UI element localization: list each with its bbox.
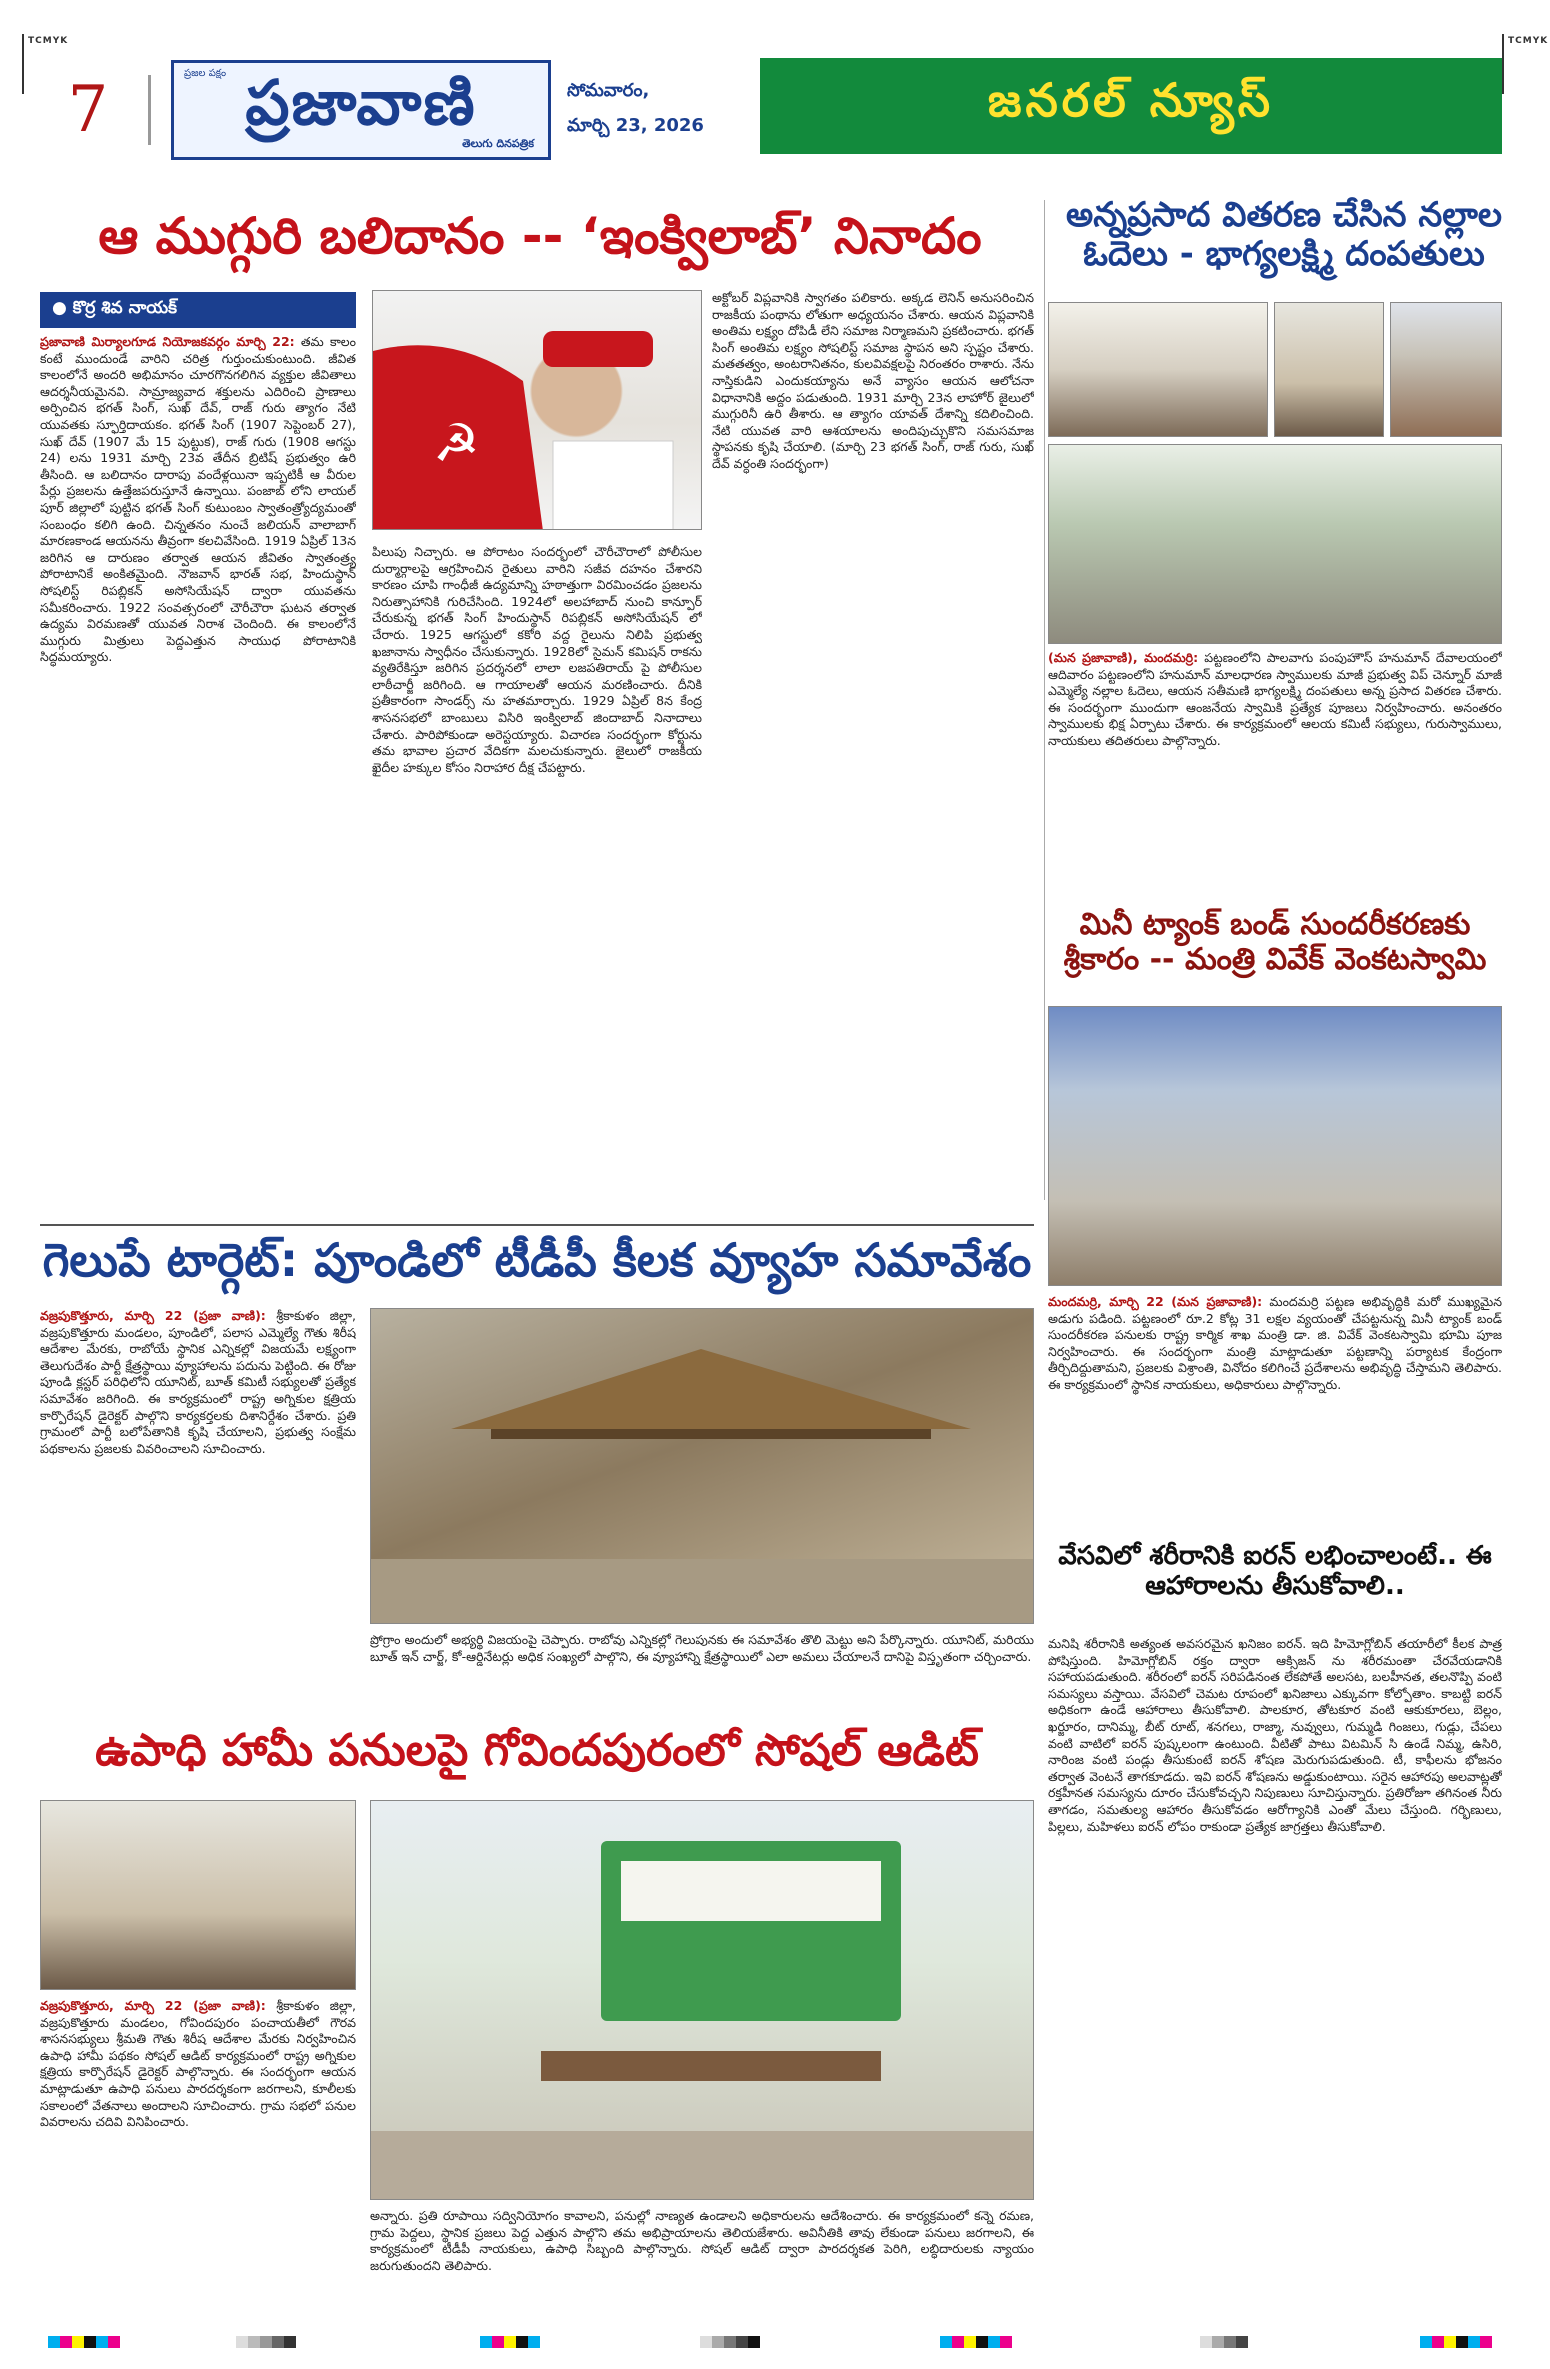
story6-audit-photo bbox=[370, 1800, 1034, 2200]
newspaper-logo bbox=[171, 60, 551, 160]
cmyk-tag-left: TCMYK bbox=[28, 36, 69, 46]
column-rule bbox=[1044, 200, 1045, 1200]
masthead-divider bbox=[148, 75, 151, 145]
story5-meeting-photo bbox=[370, 1308, 1034, 1624]
story1-body-col1 bbox=[40, 334, 356, 1216]
story3-text: మందమర్రి పట్టణ అభివృద్ధికి మరో ముఖ్యమైన అడుగు పడింది. పట్టణంలో రూ.2 కోట్ల 31 లక్షల వ్యయంతో చేపట్టనున్న మినీ ట్యాంక్ బండ్ సుందరీకరణ పనులకు రాష్ట్ర కార్మిక శాఖ మంత్రి డా. జి. వివేక్ వెంకటస్వామి భూమి పూజ నిర్వహించారు. ఈ సందర్భంగా మంత్రి మాట్లాడుతూ పట్టణాన్ని పర్యాటక కేంద్రంగా తీర్చిదిద్దుతామని, ప్రజలకు విశ్రాంతి, వినోదం కలిగించే ప్రదేశాలను అభివృద్ధి చేస్తామని తెలిపారు. ఈ కార్యక్రమంలో స్థానిక నాయకులు, అధికారులు పాల్గొన్నారు. bbox=[1048, 1294, 1502, 1392]
masthead bbox=[48, 58, 748, 162]
logo-tagline: ప్రజల పక్షం bbox=[184, 68, 227, 79]
story4-headline: వేసవిలో శరీరానికి ఐరన్ లభించాలంటే.. ఈ ఆహారాలను తీసుకోవాలి.. bbox=[1058, 1541, 1492, 1601]
cmyk-tag-right: TCMYK bbox=[1508, 36, 1549, 46]
story6-dateline: వజ్రపుకొత్తూరు, మార్చి 22 (ప్రజా వాణి): bbox=[40, 1998, 266, 2013]
gray-bar-3 bbox=[1200, 2336, 1248, 2348]
story5-dateline: వజ్రపుకొత్తూరు, మార్చి 22 (ప్రజా వాణి): bbox=[40, 1308, 266, 1323]
color-bar-2 bbox=[480, 2336, 540, 2348]
hut-shelter-icon bbox=[371, 1309, 1034, 1624]
story2-text: పట్టణంలోని పాలవాగు పంపుహౌస్ హనుమాన్ దేవాలయంలో ఆదివారం పట్టణంలోని హనుమాన్ మాలధారణ స్వాములకు మాజీ ప్రభుత్వ విప్ చెన్నూర్ మాజీ ఎమ్మెల్యే నల్లాల ఓదెలు, ఆయన సతీమణి భాగ్యలక్ష్మి దంపతులు అన్న ప్రసాద వితరణ చేశారు. ఈ సందర్భంగా ముందుగా ఆంజనేయ స్వామికి ప్రత్యేక పూజలు నిర్వహించారు. అనంతరం స్వాములకు భిక్ష ఏర్పాటు చేశారు. ఈ కార్యక్రమంలో ఆలయ కమిటీ సభ్యులు, గురుస్వాములు, నాయకులు తదితరులు పాల్గొన్నారు. bbox=[1048, 650, 1502, 748]
color-bar-3 bbox=[940, 2336, 1012, 2348]
story4-body: మనిషి శరీరానికి అత్యంత అవసరమైన ఖనిజం ఐరన్. ఇది హిమోగ్లోబిన్ తయారీలో కీలక పాత్ర పోషిస్తుంది. హిమోగ్లోబిన్ రక్తం ద్వారా ఆక్సిజన్ ను శరీరమంతా చేరవేయడానికి సహాయపడుతుంది. శరీరంలో ఐరన్ సరిపడినంత లేకపోతే అలసట, బలహీనత, తలనొప్పి వంటి సమస్యలు వస్తాయి. వేసవిలో చెమట రూపంలో ఖనిజాలు ఎక్కువగా కోల్పోతాం. కాబట్టి ఐరన్ అధికంగా ఉండే ఆహారాలు తీసుకోవాలి. పాలకూర, తోటకూర వంటి ఆకుకూరలు, బెల్లం, ఖర్జూరం, దానిమ్మ, బీట్ రూట్, శనగలు, రాజ్మా, నువ్వులు, గుమ్మడి గింజలు, గుడ్లు, చేపలు వంటి వాటిలో ఐరన్ పుష్కలంగా ఉంటుంది. వీటితో పాటు విటమిన్ సి ఉండే నిమ్మ, ఉసిరి, నారింజ వంటి పండ్లు తీసుకుంటే ఐరన్ శోషణ మెరుగుపడుతుంది. టీ, కాఫీలను భోజనం తర్వాత వెంటనే తాగకూడదు. ఇవి ఐరన్ శోషణను అడ్డుకుంటాయి. సరైన ఆహారపు అలవాట్లతో రక్తహీనత సమస్యను దూరం చేసుకోవచ్చని నిపుణులు సూచిస్తున్నారు. ప్రతిరోజూ తగినంత నీరు తాగడం, సమతుల్య ఆహారం తీసుకోవడం ఆరోగ్యానికి ఎంతో మేలు చేస్తుంది. గర్భిణులు, పిల్లలు, మహిళలు ఐరన్ లోపం రాకుండా ప్రత్యేక జాగ్రత్తలు తీసుకోవాలి. bbox=[1048, 1636, 1502, 1834]
story3-photo bbox=[1048, 1006, 1502, 1286]
story3-headline: మినీ ట్యాంక్ బండ్ సుందరీకరణకు శ్రీకారం -- మంత్రి వివేక్ వెంకటస్వామి bbox=[1063, 907, 1487, 977]
story2-photo-3 bbox=[1390, 302, 1502, 437]
story5-text: శ్రీకాకుళం జిల్లా, వజ్రపుకొత్తూరు మండలం, పూండిలో, పలాస ఎమ్మెల్యే గౌతు శిరీష ఆదేశాల మేరకు, రాబోయే స్థానిక ఎన్నికల్లో విజయమే లక్ష్యంగా తెలుగుదేశం పార్టీ క్షేత్రస్థాయి వ్యూహాలను పదును పెట్టింది. ఈ రోజు పూండి క్లస్టర్ పరిధిలోని యూనిట్, బూత్ కమిటీ సభ్యులతో ప్రత్యేక సమావేశం జరిగింది. ఈ కార్యక్రమంలో రాష్ట్ర అగ్నికుల క్షత్రియ కార్పొరేషన్ డైరెక్టర్ పాల్గొని కార్యకర్తలకు దిశానిర్దేశం చేశారు. ప్రతి గ్రామంలో పార్టీ బలోపేతానికి కృషి చేయాలని, ప్రభుత్వ సంక్షేమ పథకాలను ప్రజలకు వివరించాలని సూచించారు. bbox=[40, 1308, 356, 1456]
story2-dateline: (మన ప్రజావాణి), మందమర్రి: bbox=[1048, 650, 1199, 665]
section-banner bbox=[760, 58, 1502, 154]
story1-portrait-photo bbox=[372, 290, 702, 530]
story5-body-b: ప్రోగ్రాం అందులో అభ్యర్థి విజయంపై చెప్పారు. రాబోవు ఎన్నికల్లో గెలుపునకు ఈ సమావేశం తొలి మెట్టు అని పేర్కొన్నారు. యూనిట్, మరియు బూత్ ఇన్ చార్జ్, కో-ఆర్డినేటర్లు అధిక సంఖ్యలో పాల్గొని, ఈ వ్యూహాన్ని క్షేత్రస్థాయిలో ఎలా అమలు చేయాలనే దానిపై విస్తృతంగా చర్చించారు. bbox=[370, 1632, 1034, 1664]
section-title: జనరల్ న్యూస్ bbox=[987, 73, 1275, 127]
story2-photo-1 bbox=[1048, 302, 1268, 437]
story6-body-b: అన్నారు. ప్రతి రూపాయి సద్వినియోగం కావాలని, పనుల్లో నాణ్యత ఉండాలని అధికారులను ఆదేశించారు. ఈ కార్యక్రమంలో కన్నె రమణ, గ్రామ పెద్దలు, స్థానిక ప్రజలు పెద్ద ఎత్తున పాల్గొని తమ అభిప్రాయాలను తెలియజేశారు. అవినీతికి తావు లేకుండా పనులు జరగాలని, ఈ కార్యక్రమంలో టీడీపీ నాయకులు, ఉపాధి సిబ్బంది పాల్గొన్నారు. సోషల్ ఆడిట్ ద్వారా పారదర్శకత పెరిగి, లబ్ధిదారులకు న్యాయం జరుగుతుందని తెలిపారు. bbox=[370, 2208, 1034, 2273]
issue-date-value: మార్చి 23, 2026 bbox=[567, 115, 704, 136]
story2-photo-2 bbox=[1274, 302, 1384, 437]
svg-text:☭: ☭ bbox=[433, 414, 480, 474]
story6-text: శ్రీకాకుళం జిల్లా, వజ్రపుకొత్తూరు మండలం, గోవిందపురం పంచాయతీలో గౌరవ శాసనసభ్యులు శ్రీమతి గౌతు శిరీష ఆదేశాల మేరకు నిర్వహించిన ఉపాధి హామీ పథకం సోషల్ ఆడిట్ కార్యక్రమంలో రాష్ట్ర అగ్నికుల క్షత్రియ కార్పొరేషన్ డైరెక్టర్ పాల్గొన్నారు. ఈ సందర్భంగా ఆయన మాట్లాడుతూ ఉపాధి పనులు పారదర్శకంగా జరగాలని, కూలీలకు సకాలంలో వేతనాలు అందాలని సూచించారు. గ్రామ సభలో పనుల వివరాలను చదివి వినిపించారు. bbox=[40, 1998, 356, 2130]
story1-dateline: ప్రజావాణి మిర్యాలగూడ నియోజకవర్గం మార్చి 22: bbox=[40, 334, 295, 349]
story1-body-col3: అక్టోబర్ విప్లవానికి స్వాగతం పలికారు. అక్కడ లెనిన్ అనుసరించిన రాజకీయ పంథాను లోతుగా అధ్యయనం చేశారు. ఆయన విప్లవానికి అంతిమ లక్ష్యం దోపిడీ లేని సమాజ నిర్మాణమని ప్రకటించారు. భగత్ సింగ్ అంతిమ లక్ష్యం సోషలిస్ట్ సమాజ స్థాపన అని స్పష్టం చేశారు. మతతత్వం, అంటరానితనం, కులవివక్షలపై నిరంతరం రాశారు. నేను నాస్తికుడిని ఎందుకయ్యాను అనే వ్యాసం ఆయన ఆలోచనా విధానానికి అద్దం పడుతుంది. 1931 మార్చి 23న లాహోర్ జైలులో ముగ్గురినీ ఉరి తీశారు. ఆ త్యాగం యావత్ దేశాన్ని కదిలించింది. నేటి యువత వారి ఆశయాలను అందిపుచ్చుకొని సమసమాజ స్థాపనకు కృషి చేయాలి. (మార్చి 23 భగత్ సింగ్, రాజ్ గురు, సుఖ్ దేవ్ వర్ధంతి సందర్భంగా) bbox=[712, 290, 1034, 471]
story6-photo-crowd bbox=[40, 1800, 356, 1990]
color-bar-1 bbox=[48, 2336, 120, 2348]
color-bar-4 bbox=[1420, 2336, 1492, 2348]
story6-body bbox=[40, 1998, 356, 2316]
story1-body-col2: పిలుపు నిచ్చారు. ఆ పోరాటం సందర్భంలో చౌరీచౌరాలో పోలీసుల దుర్మార్గాలపై ఆగ్రహించిన రైతులు వారిని సజీవ దహనం చేశారని కారణం చూపి గాంధీజీ ఉద్యమాన్ని హఠాత్తుగా విరమించడం ప్రజలను నిరుత్సాహానికి గురిచేసింది. 1924లో అలహాబాద్ నుంచి కాన్పూర్ చేరుకున్న భగత్ సింగ్ హిందుస్థాన్ రిపబ్లికన్ అసోసియేషన్ లో చేరారు. 1925 ఆగస్టులో కకోరి వద్ద రైలును నిలిపి ప్రభుత్వ ఖజానాను స్వాధీనం చేసుకున్నారు. 1928లో సైమన్ కమిషన్ రాకను వ్యతిరేకిస్తూ జరిగిన ప్రదర్శనలో లాలా లజపతిరాయ్ పై పోలీసుల లాఠీచార్జీ జరిగింది. ఆ గాయాలతో ఆయన మరణించారు. దీనికి ప్రతీకారంగా సాండర్స్ ను హతమార్చారు. 1929 ఏప్రిల్ 8న కేంద్ర శాసనసభలో బాంబులు విసిరి ఇంక్విలాబ్ జిందాబాద్ నినాదాలు చేశారు. పారిపోకుండా అరెస్టయ్యారు. విచారణ సందర్భంగా కోర్టును తమ భావాల ప్రచార వేదికగా మలచుకున్నారు. జైలులో రాజకీయ ఖైదీల హక్కుల కోసం నిరాహార దీక్ష చేపట్టారు. bbox=[372, 544, 702, 775]
story5-body bbox=[40, 1308, 356, 1712]
story5-headline: గెలుపే టార్గెట్: పూండిలో టీడీపీ కీలక వ్యూహ సమావేశం bbox=[42, 1233, 1032, 1287]
page-number: 7 bbox=[67, 73, 109, 147]
story3-body bbox=[1048, 1294, 1502, 1534]
red-flag-icon bbox=[373, 291, 702, 530]
story1-text-a: తమ కాలం కంటే ముందుండే వారిని చరిత్ర గుర్తుంచుకుంటుంది. జీవిత కాలంలోనే అందరి అభిమానం చూరగొనగలిగిన వ్యక్తుల జీవితాలు ఆదర్శనీయమైనవి. సామ్రాజ్యవాద శక్తులను ఎదిరించి ప్రాణాలు అర్పించిన భగత్ సింగ్, సుఖ్ దేవ్, రాజ్ గురు త్యాగం నేటి యువతకు స్ఫూర్తిదాయకం. భగత్ సింగ్ (1907 సెప్టెంబర్ 27), సుఖ్ దేవ్ (1907 మే 15 పుట్టుక), రాజ్ గురు (1908 ఆగస్టు 24) లను 1931 మార్చి 23వ తేదీన బ్రిటిష్ ప్రభుత్వం ఉరి తీసింది. ఆ బలిదానం దారాపు వందేళ్లయినా ఇప్పటికీ ఆ వీరుల పేర్లు ప్రజలను ఉత్తేజపరుస్తూనే ఉన్నాయి. పంజాబ్ లోని లాయల్ పూర్ జిల్లాలో పుట్టిన భగత్ సింగ్ కుటుంబం స్వాతంత్ర్యోద్యమంతో సంబంధం కలిగి ఉంది. చిన్నతనం నుంచే జలియన్ వాలాబాగ్ మారణకాండ ఆయనను తీవ్రంగా కలచివేసింది. 1919 ఏప్రిల్ 13న జరిగిన ఆ దారుణం తర్వాత ఆయన జీవితం స్వాతంత్ర్య పోరాటానికే అంకితమైంది. నౌజవాన్ భారత్ సభ, హిందుస్థాన్ సోషలిస్ట్ రిపబ్లికన్ అసోసియేషన్ ద్వారా యువతను సమీకరించారు. 1922 సంవత్సరంలో చౌరీచౌరా ఘటన తర్వాత ఉద్యమ విరమణతో యువత నిరాశ చెందింది. ఈ కాలంలోనే ముగ్గురు మిత్రులు పెద్దఎత్తున సాయుధ పోరాటానికి సిద్ధమయ్యారు. bbox=[40, 334, 356, 665]
gray-bar-1 bbox=[236, 2336, 296, 2348]
issue-day: సోమవారం, bbox=[567, 80, 650, 101]
story2-photo-group bbox=[1048, 444, 1502, 644]
section-divider bbox=[40, 1224, 1034, 1226]
logo-text: ప్రజావాణి bbox=[245, 66, 477, 139]
story1-byline: ● కొర్ర శివ నాయక్ bbox=[40, 292, 356, 328]
story1-headline: ఆ ముగ్గురి బలిదానం -- ‘ఇంక్విలాబ్’ నినాదం bbox=[98, 207, 982, 265]
gray-bar-2 bbox=[700, 2336, 760, 2348]
issue-date bbox=[567, 80, 704, 140]
banner-table-scene-icon bbox=[371, 1801, 1034, 2200]
story2-body bbox=[1048, 650, 1502, 890]
story6-headline: ఉపాధి హామీ పనులపై గోవిందపురంలో సోషల్ ఆడిట్ bbox=[95, 1725, 979, 1776]
story3-dateline: మందమర్రి, మార్చి 22 (మన ప్రజావాణి): bbox=[1048, 1294, 1263, 1309]
story2-headline: అన్నప్రసాద వితరణ చేసిన నల్లాల ఓదెలు - భాగ్యలక్ష్మి దంపతులు bbox=[1066, 195, 1502, 275]
logo-language: తెలుగు దినపత్రిక bbox=[462, 137, 534, 150]
